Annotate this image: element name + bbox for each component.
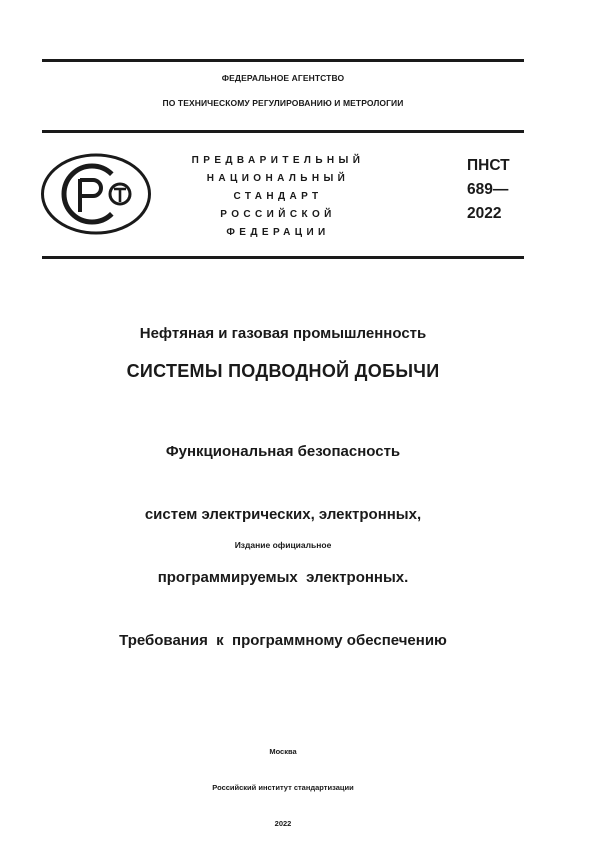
imprint [42, 722, 524, 842]
standard-code-prefix: ПНСТ [467, 157, 510, 174]
main-title: СИСТЕМЫ ПОДВОДНОЙ ДОБЫЧИ [126, 361, 440, 381]
standard-code-year: 2022 [467, 205, 502, 222]
subtitle-line: программируемых электронных. [157, 569, 409, 586]
subtitle-line: Функциональная безопасность [165, 443, 401, 460]
agency-line-2: ПО ТЕХНИЧЕСКОМУ РЕГУЛИРОВАНИЮ И МЕТРОЛОГИИ [162, 98, 404, 108]
standard-type [160, 152, 392, 242]
title-rule [42, 256, 524, 259]
top-rule [42, 59, 524, 62]
standard-type-line: СТАНДАРТ [233, 191, 323, 202]
imprint-year: 2022 [274, 819, 292, 828]
gost-r-logo-icon [40, 153, 152, 235]
industry-title: Нефтяная и газовая промышленность [139, 325, 427, 342]
subtitle-line: Требования к программному обеспечению [119, 632, 447, 649]
edition-label: Издание официальное [234, 540, 332, 550]
subtitle-line: систем электрических, электронных, [144, 506, 422, 523]
imprint-city: Москва [269, 747, 297, 756]
standard-code [467, 154, 510, 226]
header-rule [42, 130, 524, 133]
standard-type-line: ФЕДЕРАЦИИ [226, 227, 330, 238]
imprint-publisher: Российский институт стандартизации [212, 783, 354, 792]
standard-type-line: ПРЕДВАРИТЕЛЬНЫЙ [191, 155, 365, 166]
standard-code-number: 689— [467, 181, 509, 198]
subtitle [42, 399, 524, 672]
standard-type-line: РОССИЙСКОЙ [220, 209, 336, 220]
standard-type-line: НАЦИОНАЛЬНЫЙ [206, 173, 350, 184]
agency-line-1: ФЕДЕРАЛЬНОЕ АГЕНТСТВО [221, 73, 345, 83]
